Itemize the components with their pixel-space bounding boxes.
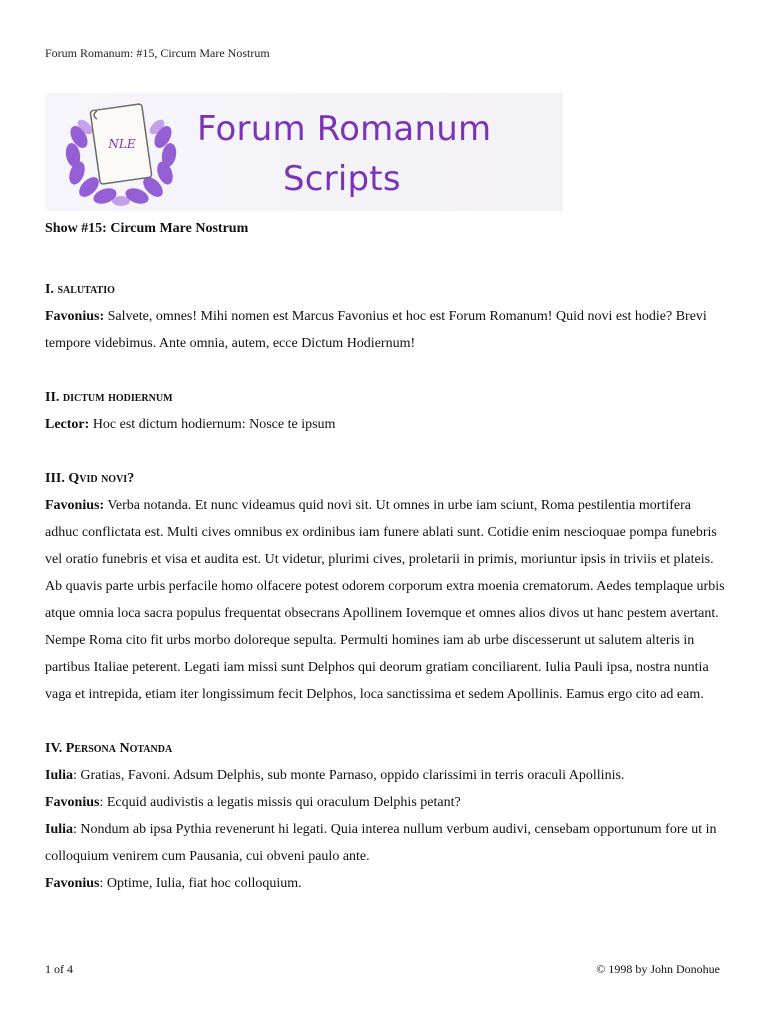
scroll-logo-label — [97, 131, 147, 155]
speaker-name: Iulia — [45, 768, 74, 783]
forum-romanum-banner — [45, 93, 563, 211]
dialogue-line — [45, 303, 725, 357]
section-heading — [45, 465, 725, 492]
copyright-notice: © 1998 by John Donohue — [596, 962, 720, 976]
script-content — [45, 276, 725, 924]
dialogue-text: : Nondum ab ipsa Pythia revenerunt hi legati. Quia interea nullum verbum audivi, censebam opportunum fore ut in colloquium venirem cum Pausania, cui obveni paulo ante. — [45, 822, 717, 864]
script-section — [45, 384, 725, 438]
speaker-name: Favonius: — [45, 309, 105, 324]
script-section — [45, 465, 725, 708]
dialogue-line — [45, 789, 725, 816]
speaker-name: Favonius — [45, 876, 100, 891]
section-number: IV. — [45, 741, 63, 756]
dialogue-text: : Optime, Iulia, fiat hoc colloquium. — [99, 876, 302, 891]
dialogue-text: Hoc est dictum hodiernum: Nosce te ipsum — [92, 417, 336, 432]
dialogue-text: Salvete, omnes! Mihi nomen est Marcus Favonius et hoc est Forum Romanum! Quid novi est hodie? Brevi tempore videbimus. Ante omnia, autem, ecce Dictum Hodiernum! — [45, 309, 707, 351]
section-title: dictum hodiernum — [62, 390, 173, 405]
section-heading — [45, 735, 725, 762]
dialogue-line — [45, 492, 725, 708]
dialogue-line — [45, 816, 725, 870]
section-title: salutatio — [57, 282, 115, 297]
script-section — [45, 735, 725, 897]
banner-title-line-2: Scripts — [283, 159, 401, 199]
section-title: Persona Notanda — [65, 741, 173, 756]
dialogue-text: Verba notanda. Et nunc videamus quid novi sit. Ut omnes in urbe iam sciunt, Roma pestilentia mortifera adhuc conflictata est. Multi cives omnibus ex ordinibus iam funere ablati sunt. Cotidie enim nescioquae pompa funebris vel oratio funebris et visa et audita est. Ut videtur, plurimi cives, proletarii in primis, moriuntur ipsis in triviis et plateis. Ab quavis parte urbis perfacile homo olfacere potest odorem corporum extra moenia crematorum. Aedes templaque urbis atque omnia loca sacra populus frequentat obsecrans Apollinem Iovemque et omnes alios divos ut hanc pestem avertant. Nempe Roma cito fit urbs morbo doloreque sepulta. Permulti homines iam ab urbe discesserunt ut salutem alteris in partibus Italiae peterent. Legati iam missi sunt Delphos qui deorum gratiam conciliarent. Iulia Pauli ipsa, nostra nuntia vaga et intrepida, etiam iter longissimum fecit Delphos, loca sanctissima et sedem Apollinis. Eamus ergo cito ad eam. — [45, 498, 725, 702]
speaker-name: Favonius: — [45, 498, 105, 513]
section-heading — [45, 384, 725, 411]
page-number: 1 of 4 — [45, 962, 73, 976]
dialogue-line — [45, 870, 725, 897]
section-number: II. — [45, 390, 60, 405]
section-number: III. — [45, 471, 65, 486]
svg-text:NLE: NLE — [108, 137, 136, 151]
dialogue-line — [45, 411, 725, 438]
section-number: I. — [45, 282, 54, 297]
dialogue-text: : Ecquid audivistis a legatis missis qui oraculum Delphis petant? — [99, 795, 461, 810]
banner-title-line-1: Forum Romanum — [197, 109, 492, 149]
section-heading — [45, 276, 725, 303]
page-header: Forum Romanum: #15, Circum Mare Nostrum — [45, 46, 270, 60]
speaker-name: Lector: — [45, 417, 90, 432]
speaker-name: Favonius — [45, 795, 100, 810]
script-section — [45, 276, 725, 357]
section-title: Qvid novi? — [68, 471, 135, 486]
dialogue-text: : Gratias, Favoni. Adsum Delphis, sub monte Parnaso, oppido clarissimi in terris oraculi Apollinis. — [73, 768, 625, 783]
speaker-name: Iulia — [45, 822, 74, 837]
show-title: Show #15: Circum Mare Nostrum — [45, 221, 249, 236]
dialogue-line — [45, 762, 725, 789]
